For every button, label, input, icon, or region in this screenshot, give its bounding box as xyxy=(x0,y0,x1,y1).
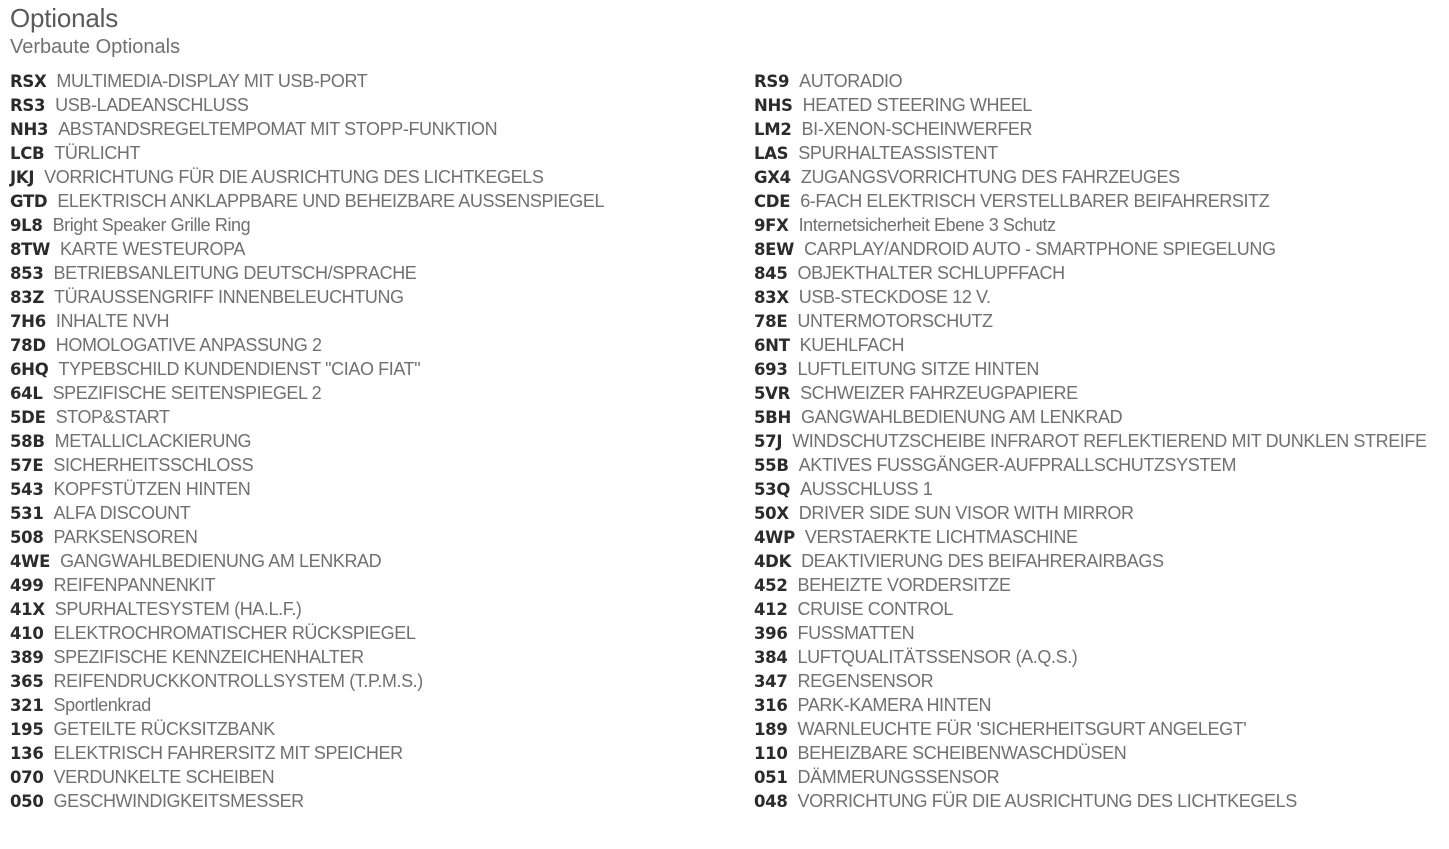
option-item xyxy=(754,477,1444,501)
option-code: 845 xyxy=(754,264,788,283)
option-item xyxy=(10,93,740,117)
option-description: LUFTLEITUNG SITZE HINTEN xyxy=(797,359,1039,379)
option-description: INHALTE NVH xyxy=(55,311,170,331)
option-description: GANGWAHLBEDIENUNG AM LENKRAD xyxy=(60,551,382,571)
option-code: 6HQ xyxy=(10,360,49,379)
option-code: 41X xyxy=(10,600,45,619)
option-description: 6-FACH ELEKTRISCH VERSTELLBARER BEIFAHRERSITZ xyxy=(800,191,1270,211)
option-code: LAS xyxy=(754,144,789,163)
option-item xyxy=(754,93,1444,117)
option-code: 8TW xyxy=(10,240,51,259)
option-description: VORRICHTUNG FÜR DIE AUSRICHTUNG DES LICHTKEGELS xyxy=(797,791,1297,811)
option-item xyxy=(754,741,1444,765)
option-description: ELEKTROCHROMATISCHER RÜCKSPIEGEL xyxy=(53,623,416,643)
option-code: 853 xyxy=(10,264,44,283)
option-item xyxy=(754,189,1444,213)
option-code: 78D xyxy=(10,336,46,355)
option-code: 396 xyxy=(754,624,788,643)
option-description: BI-XENON-SCHEINWERFER xyxy=(801,119,1033,139)
option-description: ZUGANGSVORRICHTUNG DES FAHRZEUGES xyxy=(800,167,1180,187)
option-code: NH3 xyxy=(10,120,49,139)
option-item xyxy=(10,621,740,645)
option-description: VORRICHTUNG FÜR DIE AUSRICHTUNG DES LICHTKEGELS xyxy=(44,167,544,187)
option-item xyxy=(754,765,1444,789)
option-description: BEHEIZBARE SCHEIBENWASCHDÜSEN xyxy=(797,743,1127,763)
option-code: 5BH xyxy=(754,408,791,427)
option-code: 384 xyxy=(754,648,788,667)
option-code: GX4 xyxy=(754,168,791,187)
option-item xyxy=(754,669,1444,693)
option-description: DÄMMERUNGSSENSOR xyxy=(797,767,1000,787)
option-description: REGENSENSOR xyxy=(797,671,934,691)
option-description: CRUISE CONTROL xyxy=(797,599,953,619)
option-item xyxy=(10,237,740,261)
option-item xyxy=(10,693,740,717)
option-description: FUSSMATTEN xyxy=(797,623,915,643)
option-description: Internetsicherheit Ebene 3 Schutz xyxy=(798,215,1056,235)
option-code: 50X xyxy=(754,504,789,523)
option-description: WARNLEUCHTE FÜR 'SICHERHEITSGURT ANGELEGT' xyxy=(797,719,1247,739)
option-description: PARKSENSOREN xyxy=(53,527,198,547)
option-description: UNTERMOTORSCHUTZ xyxy=(797,311,993,331)
option-description: GESCHWINDIGKEITSMESSER xyxy=(53,791,304,811)
option-description: TÜRAUSSENGRIFF INNENBELEUCHTUNG xyxy=(54,287,404,307)
option-item xyxy=(10,309,740,333)
option-description: ELEKTRISCH FAHRERSITZ MIT SPEICHER xyxy=(53,743,403,763)
option-code: 9FX xyxy=(754,216,789,235)
option-item xyxy=(10,189,740,213)
option-description: GETEILTE RÜCKSITZBANK xyxy=(53,719,275,739)
option-description: DEAKTIVIERUNG DES BEIFAHRERAIRBAGS xyxy=(801,551,1164,571)
option-description: USB-LADEANSCHLUSS xyxy=(55,95,249,115)
option-item xyxy=(754,141,1444,165)
option-description: MULTIMEDIA-DISPLAY MIT USB-PORT xyxy=(56,71,368,91)
option-item xyxy=(754,717,1444,741)
option-item xyxy=(10,453,740,477)
option-description: PARK-KAMERA HINTEN xyxy=(797,695,992,715)
option-item xyxy=(10,717,740,741)
option-code: 412 xyxy=(754,600,788,619)
option-description: REIFENPANNENKIT xyxy=(53,575,216,595)
option-item xyxy=(754,573,1444,597)
option-item xyxy=(754,621,1444,645)
option-code: GTD xyxy=(10,192,48,211)
option-code: 4WP xyxy=(754,528,795,547)
option-item xyxy=(10,789,740,813)
optionals-header xyxy=(10,2,180,60)
option-item xyxy=(754,285,1444,309)
option-description: Sportlenkrad xyxy=(53,695,151,715)
option-item xyxy=(10,429,740,453)
option-code: 051 xyxy=(754,768,788,787)
option-description: KOPFSTÜTZEN HINTEN xyxy=(53,479,251,499)
option-description: USB-STECKDOSE 12 V. xyxy=(798,287,991,307)
option-item xyxy=(754,549,1444,573)
option-code: 693 xyxy=(754,360,788,379)
option-item xyxy=(754,357,1444,381)
option-code: 83X xyxy=(754,288,789,307)
option-code: 189 xyxy=(754,720,788,739)
option-description: METALLICLACKIERUNG xyxy=(54,431,252,451)
option-item xyxy=(10,645,740,669)
option-item xyxy=(754,381,1444,405)
option-item xyxy=(10,549,740,573)
option-code: 321 xyxy=(10,696,44,715)
option-item xyxy=(754,525,1444,549)
option-code: 4DK xyxy=(754,552,792,571)
option-code: 110 xyxy=(754,744,788,763)
option-description: HOMOLOGATIVE ANPASSUNG 2 xyxy=(55,335,322,355)
option-code: 136 xyxy=(10,744,44,763)
option-description: LUFTQUALITÄTSSENSOR (A.Q.S.) xyxy=(797,647,1078,667)
option-code: 543 xyxy=(10,480,44,499)
option-item xyxy=(10,165,740,189)
option-item xyxy=(10,765,740,789)
option-description: AUSSCHLUSS 1 xyxy=(800,479,933,499)
option-item xyxy=(10,357,740,381)
option-code: NHS xyxy=(754,96,793,115)
option-item xyxy=(754,501,1444,525)
option-item xyxy=(754,237,1444,261)
option-description: DRIVER SIDE SUN VISOR WITH MIRROR xyxy=(798,503,1134,523)
option-description: SPEZIFISCHE KENNZEICHENHALTER xyxy=(53,647,364,667)
option-item xyxy=(754,165,1444,189)
option-code: 452 xyxy=(754,576,788,595)
option-description: GANGWAHLBEDIENUNG AM LENKRAD xyxy=(800,407,1123,427)
option-code: CDE xyxy=(754,192,791,211)
option-description: BEHEIZTE VORDERSITZE xyxy=(797,575,1011,595)
option-item xyxy=(10,669,740,693)
option-item xyxy=(754,597,1444,621)
option-item xyxy=(10,525,740,549)
option-code: 58B xyxy=(10,432,45,451)
option-code: 5DE xyxy=(10,408,46,427)
option-code: 7H6 xyxy=(10,312,46,331)
option-item xyxy=(754,117,1444,141)
option-item xyxy=(754,69,1444,93)
option-code: LM2 xyxy=(754,120,792,139)
option-item xyxy=(10,285,740,309)
option-item xyxy=(754,693,1444,717)
page-title: Optionals xyxy=(10,3,119,33)
option-code: 316 xyxy=(754,696,788,715)
option-code: 83Z xyxy=(10,288,45,307)
option-item xyxy=(754,789,1444,813)
option-code: 57E xyxy=(10,456,44,475)
option-description: OBJEKTHALTER SCHLUPFFACH xyxy=(797,263,1065,283)
option-code: 050 xyxy=(10,792,44,811)
option-code: 365 xyxy=(10,672,44,691)
option-code: 9L8 xyxy=(10,216,43,235)
option-code: RSX xyxy=(10,72,47,91)
option-item xyxy=(10,261,740,285)
option-code: 070 xyxy=(10,768,44,787)
option-description: TÜRLICHT xyxy=(54,143,141,163)
option-code: 55B xyxy=(754,456,789,475)
option-description: TYPEBSCHILD KUNDENDIENST "CIAO FIAT" xyxy=(58,359,421,379)
page-subtitle: Verbaute Optionals xyxy=(10,36,181,58)
option-description: AKTIVES FUSSGÄNGER-AUFPRALLSCHUTZSYSTEM xyxy=(798,455,1237,475)
option-item xyxy=(754,429,1444,453)
option-code: 5VR xyxy=(754,384,791,403)
option-item xyxy=(10,405,740,429)
option-item xyxy=(10,501,740,525)
option-item xyxy=(10,69,740,93)
option-description: SCHWEIZER FAHRZEUGPAPIERE xyxy=(800,383,1078,403)
option-description: STOP&START xyxy=(55,407,170,427)
option-description: SPURHALTESYSTEM (HA.L.F.) xyxy=(54,599,302,619)
option-item xyxy=(10,333,740,357)
option-description: VERDUNKELTE SCHEIBEN xyxy=(53,767,275,787)
option-item xyxy=(754,405,1444,429)
option-item xyxy=(10,117,740,141)
option-item xyxy=(754,261,1444,285)
option-description: WINDSCHUTZSCHEIBE INFRAROT REFLEKTIEREND MIT DUNKLEN STREIFE xyxy=(792,431,1427,451)
option-description: HEATED STEERING WHEEL xyxy=(802,95,1032,115)
option-code: RS9 xyxy=(754,72,790,91)
option-code: 4WE xyxy=(10,552,51,571)
option-code: 410 xyxy=(10,624,44,643)
option-code: 6NT xyxy=(754,336,790,355)
option-code: 499 xyxy=(10,576,44,595)
option-description: ELEKTRISCH ANKLAPPBARE UND BEHEIZBARE AUSSENSPIEGEL xyxy=(57,191,605,211)
option-item xyxy=(10,741,740,765)
option-code: 8EW xyxy=(754,240,795,259)
option-code: 508 xyxy=(10,528,44,547)
option-code: 048 xyxy=(754,792,788,811)
option-code: 389 xyxy=(10,648,44,667)
option-description: ALFA DISCOUNT xyxy=(53,503,191,523)
option-description: SICHERHEITSSCHLOSS xyxy=(53,455,254,475)
option-item xyxy=(10,597,740,621)
option-code: 531 xyxy=(10,504,44,523)
option-code: RS3 xyxy=(10,96,46,115)
option-code: 57J xyxy=(754,432,783,451)
option-item xyxy=(10,141,740,165)
option-code: 78E xyxy=(754,312,788,331)
option-code: LCB xyxy=(10,144,45,163)
option-item xyxy=(10,381,740,405)
option-description: AUTORADIO xyxy=(799,71,903,91)
option-code: 64L xyxy=(10,384,43,403)
optionals-list-left xyxy=(10,69,740,813)
option-item xyxy=(10,477,740,501)
option-item xyxy=(10,573,740,597)
option-code: 195 xyxy=(10,720,44,739)
option-description: Bright Speaker Grille Ring xyxy=(52,215,251,235)
option-description: REIFENDRUCKKONTROLLSYSTEM (T.P.M.S.) xyxy=(53,671,423,691)
option-code: JKJ xyxy=(10,168,35,187)
option-description: CARPLAY/ANDROID AUTO - SMARTPHONE SPIEGELUNG xyxy=(804,239,1276,259)
option-description: VERSTAERKTE LICHTMASCHINE xyxy=(804,527,1078,547)
option-item xyxy=(754,645,1444,669)
option-item xyxy=(754,453,1444,477)
option-item xyxy=(10,213,740,237)
option-description: BETRIEBSANLEITUNG DEUTSCH/SPRACHE xyxy=(53,263,417,283)
option-description: KUEHLFACH xyxy=(799,335,905,355)
option-description: ABSTANDSREGELTEMPOMAT MIT STOPP-FUNKTION xyxy=(58,119,498,139)
option-item xyxy=(754,333,1444,357)
option-item xyxy=(754,309,1444,333)
option-item xyxy=(754,213,1444,237)
option-code: 347 xyxy=(754,672,788,691)
option-description: KARTE WESTEUROPA xyxy=(60,239,246,259)
option-description: SPURHALTEASSISTENT xyxy=(798,143,998,163)
option-code: 53Q xyxy=(754,480,791,499)
optionals-list-right xyxy=(754,69,1444,813)
option-description: SPEZIFISCHE SEITENSPIEGEL 2 xyxy=(52,383,322,403)
